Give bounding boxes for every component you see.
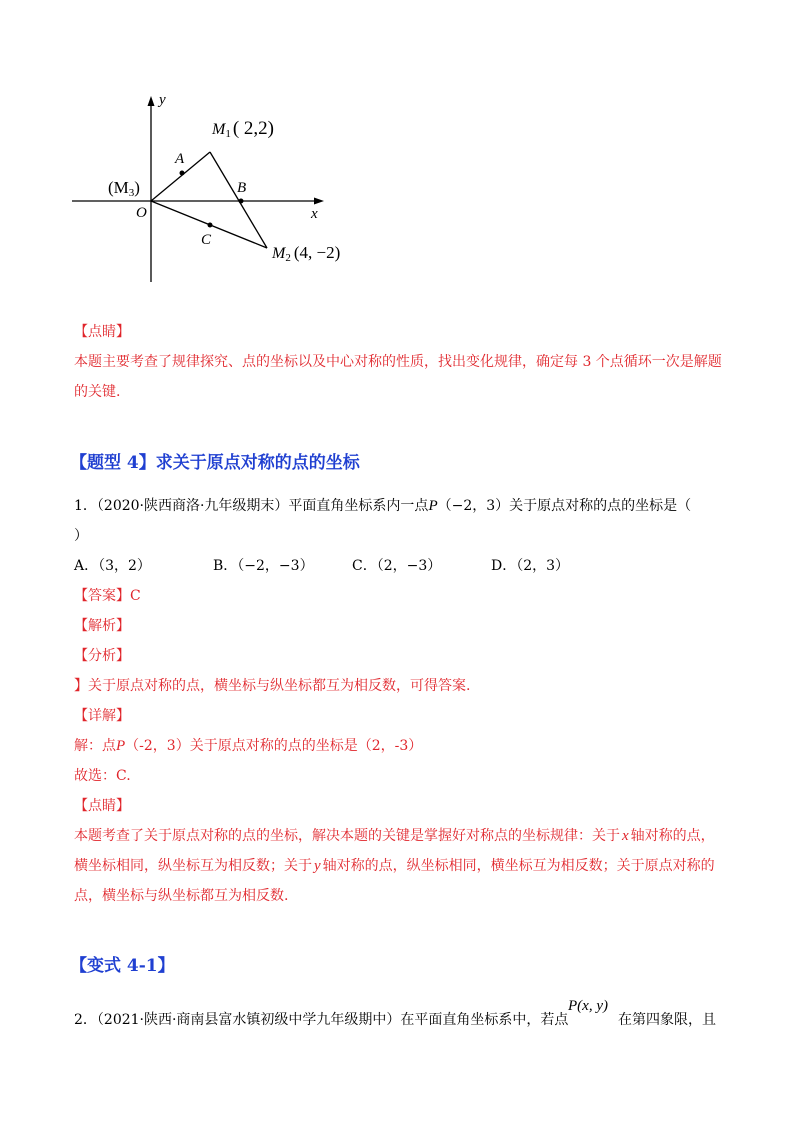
m2-label: M2 (4, −2) — [272, 243, 341, 264]
point-b-dot — [239, 199, 244, 204]
jie-pre: 解：点 — [74, 738, 116, 754]
segment-m1-m2 — [210, 152, 267, 248]
jie-post: （-2，3）关于原点对称的点的坐标是（2，-3） — [125, 738, 423, 754]
q1-line1-post: （−2，3）关于原点对称的点的坐标是（ — [437, 498, 692, 514]
point-a-label: A — [175, 151, 185, 167]
q1-line-1 — [74, 496, 691, 516]
q1-line-2: ） — [74, 528, 88, 544]
dj1-pre: 本题考查了关于原点对称的点的坐标，解决本题的关键是掌握好对称点的坐标规律：关于 — [74, 828, 620, 844]
q2-line1-pre: 2．（2021·陕西·商南县富水镇初级中学九年级期中）在平面直角坐标系中，若点 — [74, 1012, 569, 1028]
dianjing2-line-2 — [74, 856, 715, 876]
q1-var-p: P — [428, 498, 438, 514]
dianjing-line-2: 的关键. — [74, 384, 121, 400]
q1-answer — [74, 586, 141, 606]
answer-value: C — [130, 588, 141, 604]
fenxi-text: 】关于原点对称的点，横坐标与纵坐标都互为相反数，可得答案. — [74, 678, 471, 694]
q1-line1-pre: 1．（2020·陕西商洛·九年级期末）平面直角坐标系内一点 — [74, 498, 429, 514]
dj1-post: 轴对称的点， — [630, 828, 715, 844]
xiangjie-tag: 【详解】 — [74, 708, 130, 724]
q2-line-1 — [74, 1010, 568, 1030]
dianjing-tag-2: 【点睛】 — [74, 798, 130, 814]
x-axis-arrow — [314, 198, 324, 205]
jie-line — [74, 736, 422, 756]
answer-tag: 【答案】 — [74, 588, 130, 604]
q1-option-d: D．（2，3） — [491, 558, 570, 574]
q1-option-c: C．（2，−3） — [352, 558, 442, 574]
dj2-pre: 横坐标相同，纵坐标互为相反数；关于 — [74, 858, 312, 874]
q1-option-b: B．（−2，−3） — [213, 558, 314, 574]
axis-x-label: x — [311, 206, 318, 222]
q2-point-expr: P(x, y) — [568, 998, 608, 1014]
point-b-label: B — [237, 180, 247, 196]
dj2-post: 轴对称的点，纵坐标相同，横坐标互为相反数；关于原点对称的 — [322, 858, 715, 874]
point-c-dot — [208, 223, 213, 228]
section-heading-4: 【题型 4】求关于原点对称的点的坐标 — [70, 453, 360, 473]
variant-heading: 【变式 4-1】 — [70, 956, 175, 976]
axis-y-label: y — [159, 92, 166, 108]
y-axis-arrow — [148, 96, 155, 106]
m3-label: (M3) — [108, 178, 140, 199]
q1-option-a: A．（3，2） — [74, 558, 151, 574]
point-c-label: C — [201, 232, 212, 248]
dianjing-tag-1: 【点睛】 — [74, 324, 130, 340]
jiexi-tag: 【解析】 — [74, 618, 130, 634]
dianjing2-line-1 — [74, 826, 715, 846]
jie-var-p: P — [116, 738, 126, 754]
fenxi-tag: 【分析】 — [74, 648, 130, 664]
point-a-dot — [180, 171, 185, 176]
dj2-var-y: y — [314, 858, 321, 874]
coordinate-figure — [0, 0, 800, 300]
dj1-var-x: x — [622, 828, 629, 844]
m1-label: M1 ( 2,2) — [212, 118, 274, 140]
dianjing-line-1: 本题主要考查了规律探究、点的坐标以及中心对称的性质，找出变化规律，确定每 3 个点循环一次是解题 — [74, 354, 722, 370]
q2-line1-post: 在第四象限，且 — [618, 1012, 716, 1028]
gu-line: 故选：C. — [74, 768, 131, 784]
dianjing2-line-3: 点，横坐标与纵坐标都互为相反数. — [74, 888, 289, 904]
origin-label: O — [136, 205, 147, 221]
